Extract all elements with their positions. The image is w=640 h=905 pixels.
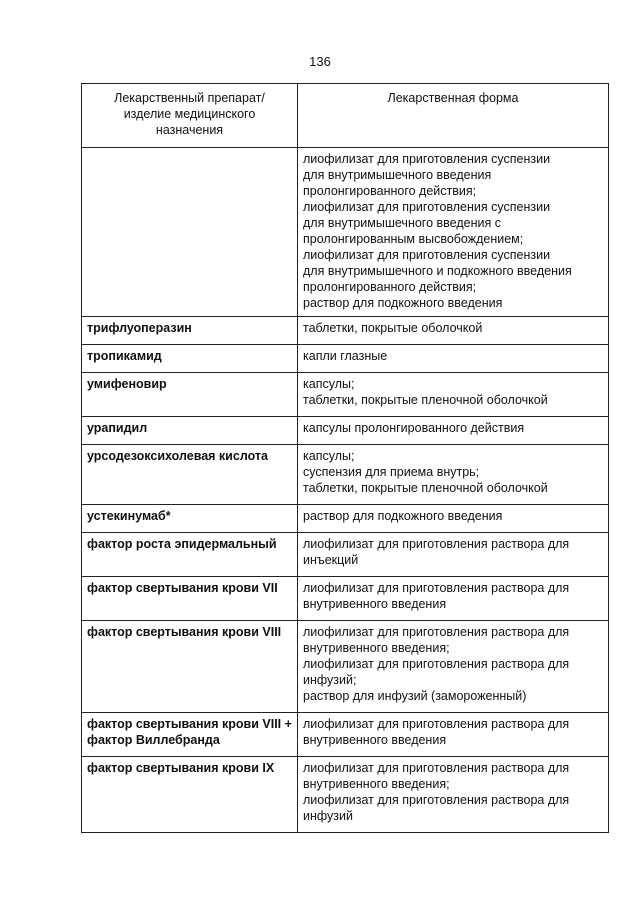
drug-name: устекинумаб*: [82, 505, 298, 533]
dosage-form: лиофилизат для приготовления раствора для внутривенного введения; лиофилизат для приготовления раствора для инфузий; раствор для инфузий (замороженный): [298, 621, 609, 713]
table-row: [82, 713, 609, 757]
header-form: [298, 84, 609, 148]
drug-name: фактор свертывания крови VIII: [82, 621, 298, 713]
dosage-form: капли глазные: [298, 345, 609, 373]
table-row: [82, 577, 609, 621]
table-row: [82, 445, 609, 505]
header-form-label: Лекарственная форма: [387, 91, 519, 105]
drug-name: [82, 148, 298, 317]
drug-name: тропикамид: [82, 345, 298, 373]
table-row: [82, 317, 609, 345]
dosage-form: капсулы; суспензия для приема внутрь; таблетки, покрытые пленочной оболочкой: [298, 445, 609, 505]
dosage-form: лиофилизат для приготовления суспензии для внутримышечного введения пролонгированного действия; лиофилизат для приготовления суспензии для внутримышечного введения с пролонгированным высвобождением; лиофилизат для приготовления суспензии для внутримышечного и подкожного введения пролонгированного действия; раствор для подкожного введения: [298, 148, 609, 317]
drug-name: умифеновир: [82, 373, 298, 417]
drug-name: фактор свертывания крови VIII + фактор Виллебранда: [82, 713, 298, 757]
table-row: [82, 345, 609, 373]
table-row: [82, 533, 609, 577]
dosage-form: лиофилизат для приготовления раствора для внутривенного введения: [298, 713, 609, 757]
drug-table: [81, 83, 609, 833]
table-row: [82, 505, 609, 533]
table-row: [82, 757, 609, 833]
dosage-form: лиофилизат для приготовления раствора для внутривенного введения; лиофилизат для приготовления раствора для инфузий: [298, 757, 609, 833]
dosage-form: капсулы пролонгированного действия: [298, 417, 609, 445]
drug-name: урапидил: [82, 417, 298, 445]
drug-name: урсодезоксихолевая кислота: [82, 445, 298, 505]
page-number: 136: [309, 54, 331, 69]
dosage-form: таблетки, покрытые оболочкой: [298, 317, 609, 345]
drug-name: фактор роста эпидермальный: [82, 533, 298, 577]
drug-name: трифлуоперазин: [82, 317, 298, 345]
dosage-form: лиофилизат для приготовления раствора для внутривенного введения: [298, 577, 609, 621]
dosage-form: лиофилизат для приготовления раствора для инъекций: [298, 533, 609, 577]
dosage-form: капсулы; таблетки, покрытые пленочной оболочкой: [298, 373, 609, 417]
table-row: [82, 417, 609, 445]
dosage-form: раствор для подкожного введения: [298, 505, 609, 533]
table-row: [82, 621, 609, 713]
header-drug: [82, 84, 298, 148]
table-row: [82, 148, 609, 317]
header-drug-label: Лекарственный препарат/ изделие медицинского назначения: [114, 91, 265, 137]
drug-name: фактор свертывания крови IX: [82, 757, 298, 833]
table-header-row: [82, 84, 609, 148]
table-row: [82, 373, 609, 417]
drug-name: фактор свертывания крови VII: [82, 577, 298, 621]
